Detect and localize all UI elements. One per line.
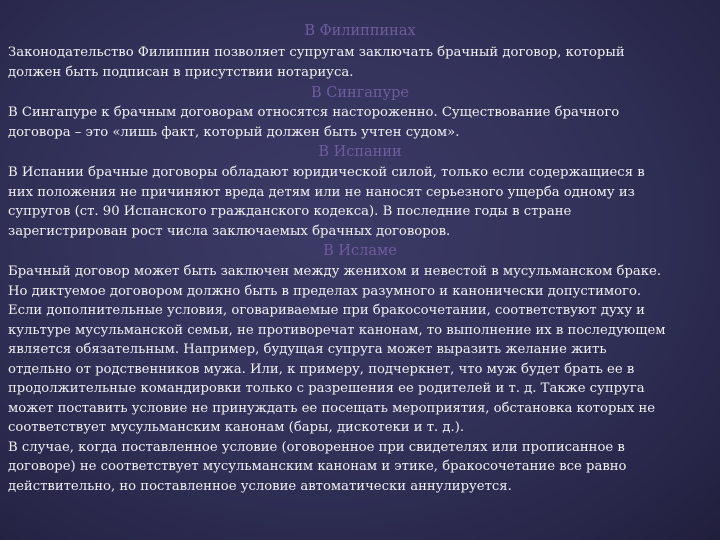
- heading-philippines: В Филиппинах: [304, 23, 416, 39]
- text-line: действительно, но поставленное условие автоматически аннулируется.: [8, 478, 512, 494]
- text-line: культуре мусульманской семьи, не противоречат канонам, то выполнение их в последующем: [8, 322, 666, 338]
- heading-islam: В Исламе: [323, 243, 397, 259]
- text-line: продолжительные командировки только с разрешения ее родителей и т. д. Также супруга: [8, 381, 645, 396]
- text-line: зарегистрирован рост числа заключаемых брачных договоров.: [8, 223, 451, 239]
- text-line: Если дополнительные условия, оговариваемые при бракосочетании, соответствуют духу и: [8, 303, 645, 318]
- text-line: В Сингапуре к брачным договорам относятся настороженно. Существование брачного: [8, 105, 620, 120]
- text-line: может поставить условие не принуждать ее посещать мероприятия, обстановка которых не: [8, 400, 656, 416]
- text-line: является обязательным. Например, будущая супруга может выразить желание жить: [8, 342, 607, 357]
- text-line: В случае, когда поставленное условие (оговоренное при свидетелях или прописанное в: [8, 439, 625, 455]
- text-line: соответствует мусульманским канонам (бары, дискотеки и т. д.).: [8, 420, 465, 435]
- text-line: Законодательство Филиппин позволяет супругам заключать брачный договор, который: [8, 45, 625, 60]
- paragraph-philippines: [8, 43, 714, 82]
- text-line: должен быть подписан в присутствии нотариуса.: [8, 64, 354, 80]
- text-line: Но диктуемое договором должно быть в пределах разумного и канонически допустимого.: [8, 283, 642, 299]
- text-line: договоре) не соответствует мусульманским канонам и этике, бракосочетание все равно: [8, 459, 627, 474]
- text-line: договора – это «лишь факт, который должен быть учтен судом».: [8, 124, 460, 140]
- text-line: отдельно от родственников мужа. Или, к примеру, подчеркнет, что муж будет брать ее в: [8, 361, 635, 377]
- heading-singapore: В Сингапуре: [311, 85, 409, 101]
- paragraph-spain: [8, 163, 714, 241]
- text-line: Брачный договор может быть заключен между женихом и невестой в мусульманском браке.: [8, 264, 662, 279]
- text-line: супругов (ст. 90 Испанского гражданского кодекса). В последние годы в стране: [8, 204, 572, 219]
- heading-spain: В Испании: [318, 144, 402, 160]
- text-line: них положения не причиняют вреда детям или не наносят серьезного ущерба одному из: [8, 184, 635, 200]
- paragraph-islam: [8, 262, 714, 496]
- text-line: В Испании брачные договоры обладают юридической силой, только если содержащиеся в: [8, 165, 645, 180]
- paragraph-singapore: [8, 103, 714, 142]
